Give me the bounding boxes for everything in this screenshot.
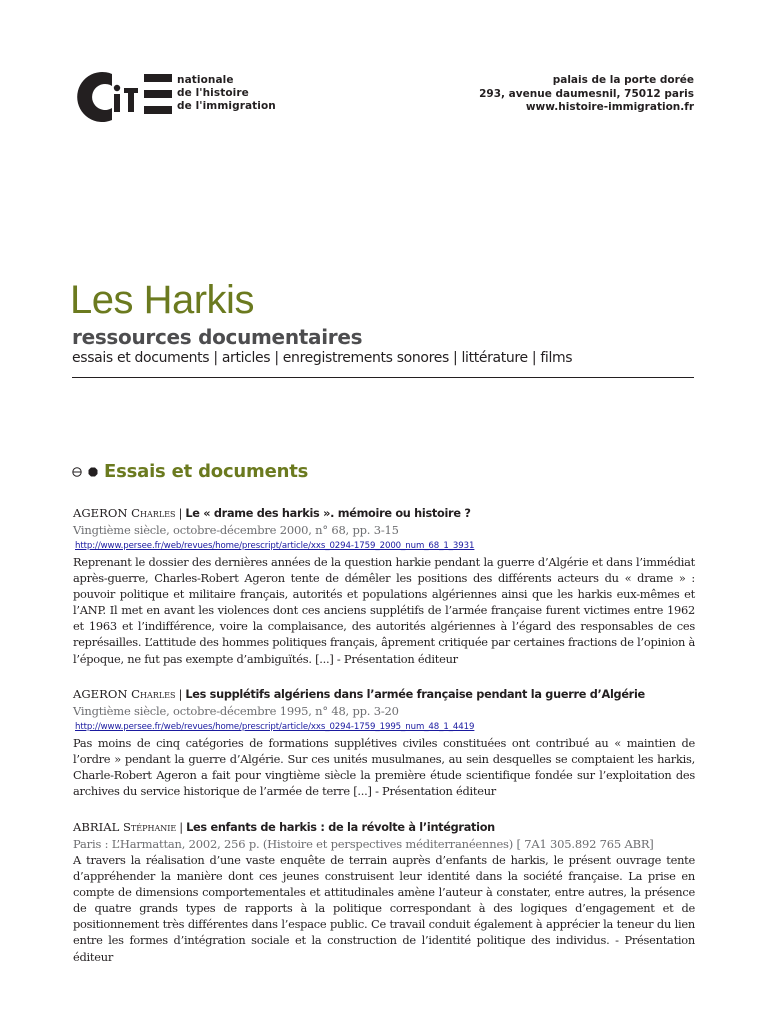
entry-source: Vingtième siècle, octobre-décembre 1995, n° 48, pp. 3-20 (73, 704, 399, 718)
entry-url-link[interactable]: http://www.persee.fr/web/revues/home/prescript/article/xxs_0294-1759_2000_num_68_1_3931 (75, 541, 475, 551)
museum-logo (72, 68, 292, 126)
entry-source (73, 836, 695, 852)
logo-text (177, 74, 276, 113)
document-subtitle: ressources documentaires (72, 325, 363, 349)
bibliography-entry (73, 505, 695, 667)
entry-abstract: Reprenant le dossier des dernières années de la question harkie pendant la guerre d’Algérie et dans l’immédiat après-guerre, Charles-Robert Ageron tente de démêler les positions des différents acteurs du « drame » : pouvoir politique et militaire français, autorités et populations algériennes ainsi que les harkis eux-mêmes et l’ANP. Il met en avant les violences dont ces anciens supplétifs de l’armée française furent victimes entre 1962 et 1963 et l’indifférence, voire la complaisance, des autorités algériennes à l’égard des responsables de ces représailles. L’attitude des hommes politiques français, âprement critiquée par certaines fractions de l’opinion à l’époque, ne fut pas exempte d’ambiguïtés. [...] - Présentation éditeur (73, 555, 695, 666)
author-last-name: AGERON (73, 506, 128, 520)
entry-abstract: Pas moins de cinq catégories de formations supplétives civiles constituées ont contribué au « maintien de l’ordre » pendant la guerre d’Algérie. Sur ces unités musulmanes, au sein desquelles se comptaient les harkis, Charle-Robert Ageron a fait pour vingtième siècle la première étude scientifique fondée sur l’exploitation des archives du service historique de l’armée de terre [...] - Présentation éditeur (73, 736, 695, 799)
separator: | (179, 820, 184, 834)
logo-line-2: de l'histoire (177, 87, 249, 99)
section-title: Essais et documents (104, 461, 309, 482)
entry-call-number: [ 7A1 305.892 765 ABR] (516, 837, 654, 851)
bullet-icon (88, 467, 98, 477)
website-link[interactable]: www.histoire-immigration.fr (525, 101, 694, 113)
entry-title: Les enfants de harkis : de la révolte à l’intégration (186, 821, 495, 834)
entry-reference (73, 819, 695, 836)
document-title: Les Harkis (70, 278, 254, 322)
entry-title: Les supplétifs algériens dans l’armée française pendant la guerre d’Algérie (185, 688, 645, 701)
separator: | (178, 506, 183, 520)
logo-line-1: nationale (177, 74, 234, 86)
museum-address (479, 74, 694, 115)
title-divider (72, 377, 694, 378)
author-first-name: Charles (131, 506, 176, 520)
cite-logo-icon (72, 68, 182, 126)
author-last-name: ABRIAL (73, 820, 120, 834)
entry-reference (73, 686, 695, 703)
section-heading (72, 461, 308, 482)
sections-list: essais et documents | articles | enregistrements sonores | littérature | films (72, 350, 573, 366)
author-first-name: Charles (131, 687, 176, 701)
author-last-name: AGERON (73, 687, 128, 701)
entry-publisher: Paris : L’Harmattan, 2002, 256 p. (Histoire et perspectives méditerranéennes) (73, 837, 514, 851)
address-line-1: palais de la porte dorée (552, 74, 694, 86)
logo-line-3: de l'immigration (177, 100, 276, 112)
entry-source: Vingtième siècle, octobre-décembre 2000, n° 68, pp. 3-15 (73, 523, 399, 537)
address-line-2: 293, avenue daumesnil, 75012 paris (479, 87, 694, 100)
author-first-name: Stéphanie (122, 820, 177, 834)
separator: | (178, 687, 183, 701)
entry-url-link[interactable]: http://www.persee.fr/web/revues/home/prescript/article/xxs_0294-1759_1995_num_48_1_4419 (75, 722, 475, 732)
book-icon (72, 467, 82, 477)
bibliography-entry (73, 819, 695, 965)
entry-reference (73, 505, 695, 522)
bibliography-entry (73, 686, 695, 799)
entry-title: Le « drame des harkis ». mémoire ou histoire ? (185, 507, 471, 520)
entry-abstract: A travers la réalisation d’une vaste enquête de terrain auprès d’enfants de harkis, le présent ouvrage tente d’appréhender la manière dont ces jeunes construisent leur identité dans la société française. La prise en compte de dimensions comportementales et attitudinales amène l’auteur à constater, entre autres, la présence de quatre grands types de rapports à la politique correspondant à des logiques d’engagement et de positionnement très différentes dans l’espace public. Ce travail conduit également à apprécier la teneur du lien entre les formes d’intégration sociale et la construction de l’identité politique des individus. - Présentation éditeur (73, 853, 695, 964)
